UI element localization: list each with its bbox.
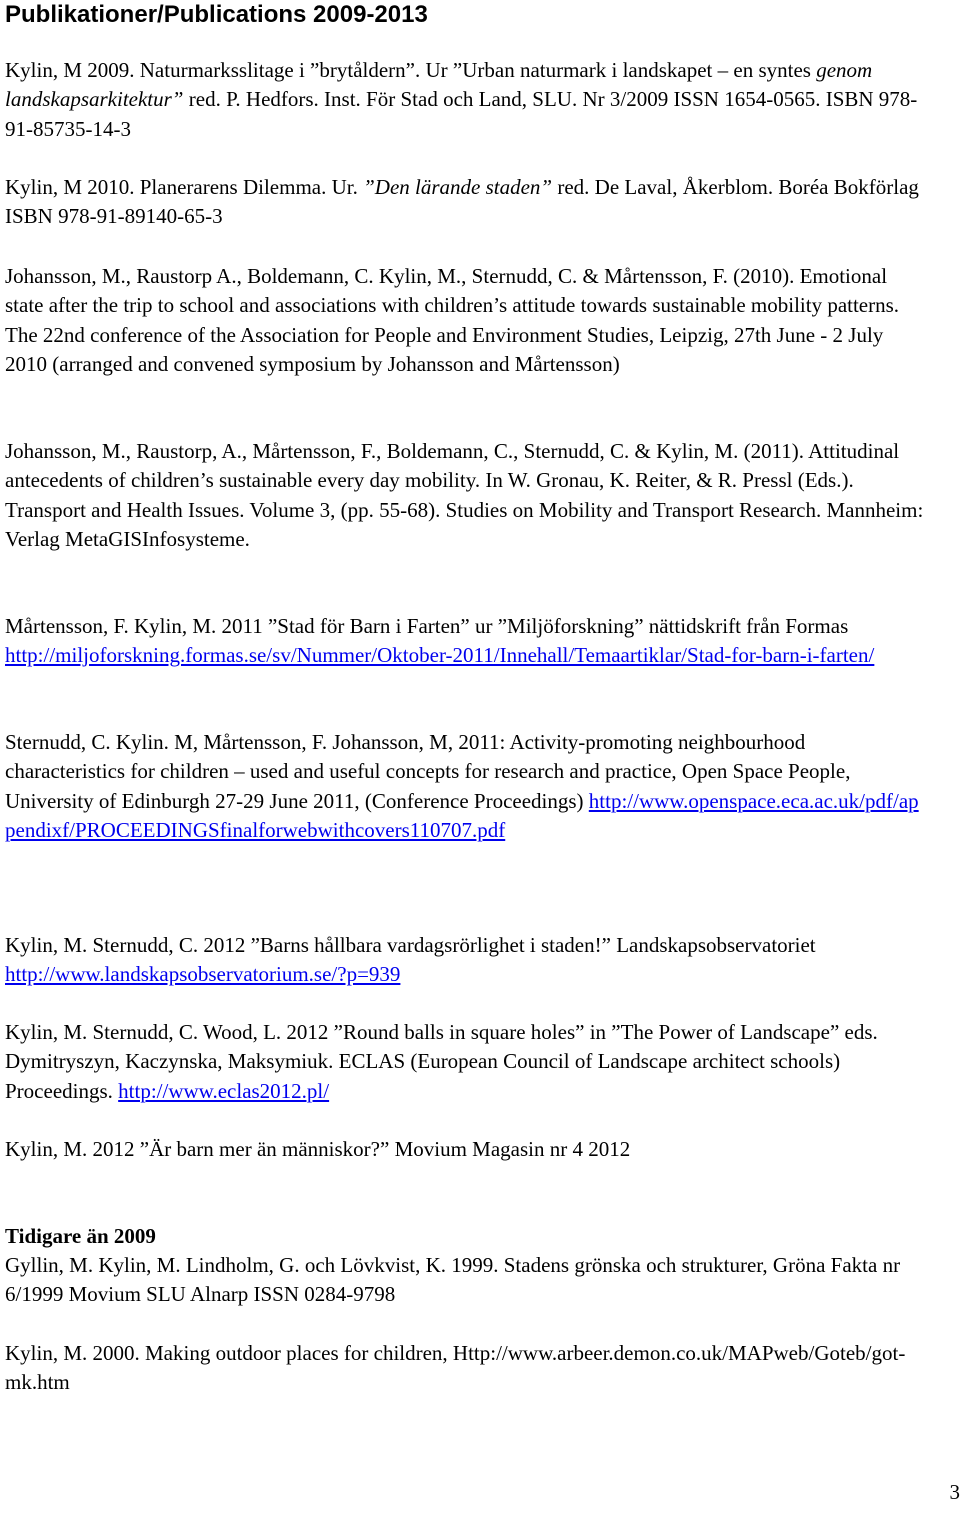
- publication-entry: Kylin, M. Sternudd, C. Wood, L. 2012 ”Round balls in square holes” in ”The Power of Landscape” eds. Dymitryszyn, Kaczynska, Maksymiuk. ECLAS (European Council of Landscape architect schools) Proceedings. http://www.eclas2012.pl/: [5, 1020, 884, 1103]
- publication-entry: Johansson, M., Raustorp, A., Mårtensson, F., Boldemann, C., Sternudd, C. & Kylin, M. (2011). Attitudinal antecedents of children’s sustainable every day mobility. In W. Gronau, K. Reiter, & R. Pressl (Eds.). Transport and Health Issues. Volume 3, (pp. 55-68). Studies on Mobility and Transport Research. Mannheim: Verlag MetaGISInfosysteme.: [5, 439, 929, 551]
- publication-entry: Johansson, M., Raustorp A., Boldemann, C. Kylin, M., Sternudd, C. & Mårtensson, F. (2010). Emotional state after the trip to school and associations with children’s attitude towards sustainable mobility patterns. The 22nd conference of the Association for People and Environment Studies, Leipzig, 27th June - 2 July 2010 (arranged and convened symposium by Johansson and Mårtensson): [5, 264, 904, 376]
- publication-entry: Kylin, M. Sternudd, C. 2012 ”Barns hållbara vardagsrörlighet i staden!” Landskapsobservatoriet http://www.landskapsobservatorium.se/?p=939: [5, 933, 821, 987]
- publication-entry: Sternudd, C. Kylin. M, Mårtensson, F. Johansson, M, 2011: Activity-promoting neighbourhood characteristics for children – used and useful concepts for research and practice, Open Space People, University of Edinburgh 27-29 June 2011, (Conference Proceedings) http://www.openspace.eca.ac.uk/pdf/appendixf/PROCEEDINGSfinalforwebwithcovers110707.pdf: [5, 730, 919, 842]
- publication-entry: Kylin, M. 2000. Making outdoor places for children, Http://www.arbeer.demon.co.uk/MAPweb/Goteb/got-mk.htm: [5, 1341, 906, 1395]
- publication-entry: Mårtensson, F. Kylin, M. 2011 ”Stad för Barn i Farten” ur ”Miljöforskning” nättidskrift från Formas http://miljoforskning.formas.se/sv/Nummer/Oktober-2011/Innehall/Temaartiklar/Stad-for-barn-i-farten/: [5, 614, 875, 668]
- publication-entry: Kylin, M 2009. Naturmarksslitage i ”brytåldern”. Ur ”Urban naturmark i landskapet – en syntes genom landskapsarkitektur” red. P. Hedfors. Inst. För Stad och Land, SLU. Nr 3/2009 ISSN 1654-0565. ISBN 978-91-85735-14-3: [5, 58, 918, 141]
- page-heading: Publikationer/Publications 2009-2013: [5, 1, 428, 28]
- landskapsobservatorium-link[interactable]: http://www.landskapsobservatorium.se/?p=939: [5, 962, 401, 987]
- formas-link[interactable]: http://miljoforskning.formas.se/sv/Nummer/Oktober-2011/Innehall/Temaartiklar/Stad-for-barn-i-farten/: [5, 643, 875, 668]
- openspace-link[interactable]: http://www.openspace.eca.ac.uk/pdf/appendixf/PROCEEDINGSfinalforwebwithcovers110707.pdf: [5, 788, 919, 842]
- publication-entry: Gyllin, M. Kylin, M. Lindholm, G. och Lövkvist, K. 1999. Stadens grönska och strukturer, Gröna Fakta nr 6/1999 Movium SLU Alnarp ISSN 0284-9798: [5, 1253, 906, 1307]
- publication-entry: Kylin, M. 2012 ”Är barn mer än människor?” Movium Magasin nr 4 2012: [5, 1137, 631, 1161]
- page-number: 3: [949, 1480, 960, 1504]
- eclas-link[interactable]: http://www.eclas2012.pl/: [118, 1078, 330, 1103]
- section-heading-earlier: Tidigare än 2009: [5, 1224, 156, 1248]
- publication-entry: Kylin, M 2010. Planerarens Dilemma. Ur. ”Den lärande staden” red. De Laval, Åkerblom. Boréa Bokförlag ISBN 978-91-89140-65-3: [5, 175, 925, 229]
